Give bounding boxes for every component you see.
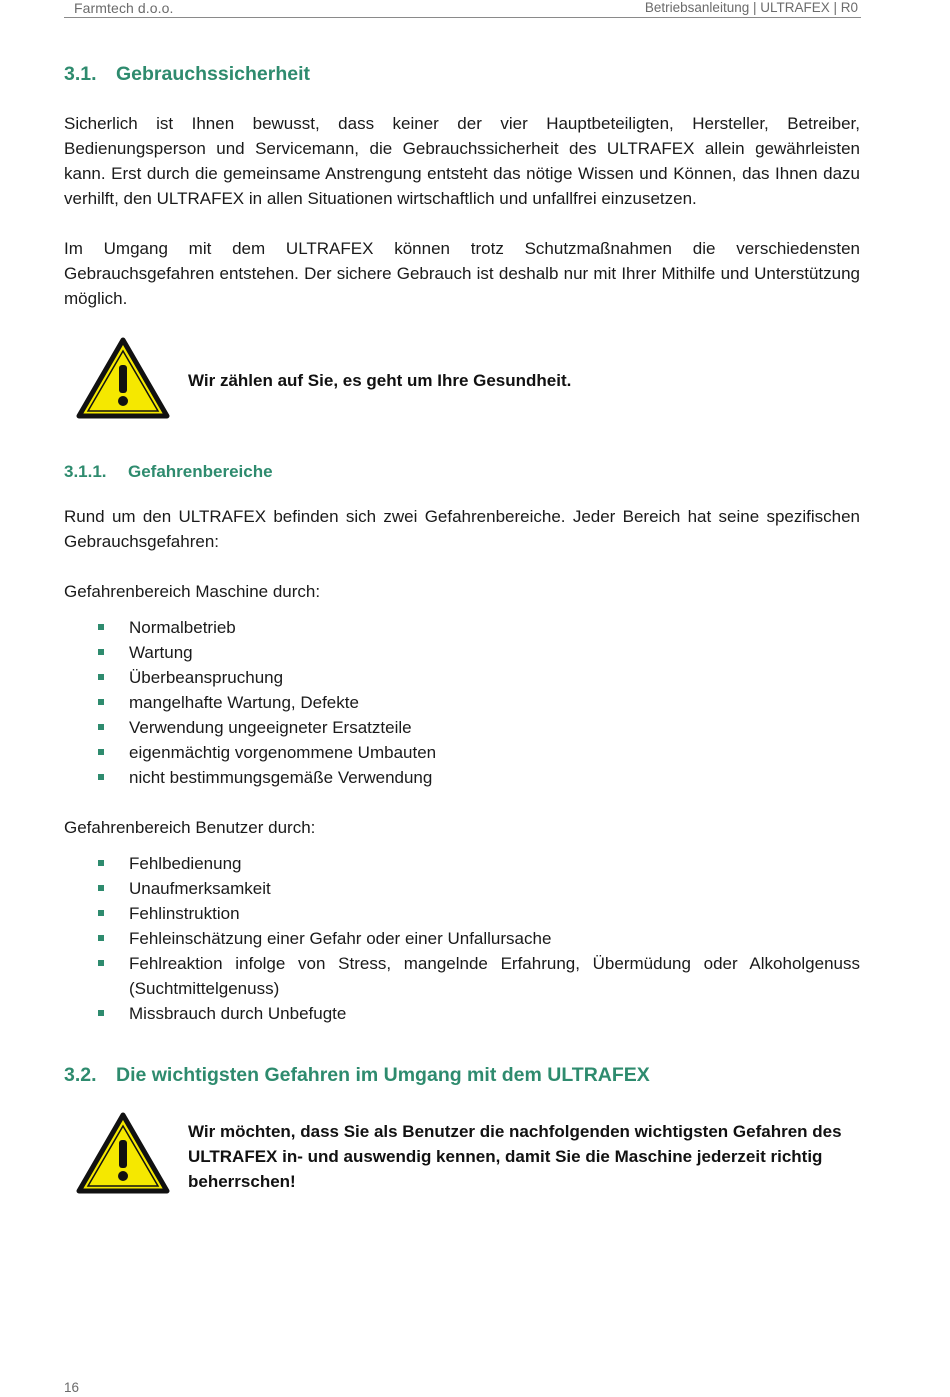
square-bullet-icon [98,749,104,755]
list-item: eigenmächtig vorgenommene Umbauten [64,740,860,765]
page-number: 16 [64,1380,80,1395]
square-bullet-icon [98,1010,104,1016]
section-number: 3.2. [64,1064,97,1086]
paragraph-danger-zones: Rund um den ULTRAFEX befinden sich zwei Gefahrenbereiche. Jeder Bereich hat seine spezifischen Gebrauchsgefahren: [64,507,860,551]
list-item: Normalbetrieb [64,615,860,640]
warning-triangle-icon [76,337,170,419]
paragraph-hazards: Im Umgang mit dem ULTRAFEX können trotz Schutzmaßnahmen die verschiedensten Gebrauchsgefahren entstehen. Der sichere Gebrauch ist deshalb nur mit Ihrer Mithilfe und Unterstützung möglich. [64,239,860,308]
section-heading-3-1 [64,63,310,86]
header-doc-ref: Betriebsanleitung | ULTRAFEX | R0 [644,0,858,15]
user-zone-label: Gefahrenbereich Benutzer durch: [64,818,316,837]
section-title: Die wichtigsten Gefahren im Umgang mit dem ULTRAFEX [116,1064,650,1086]
header-company: Farmtech d.o.o. [74,0,174,16]
list-item: Verwendung ungeeigneter Ersatzteile [64,715,860,740]
warning-triangle-icon [76,1112,170,1194]
list-item: Fehlbedienung [64,851,860,876]
section-heading-3-1-1 [64,462,273,482]
section-number: 3.1.1. [64,462,107,481]
list-item: Fehlreaktion infolge von Stress, mangelnde Erfahrung, Übermüdung oder Alkoholgenuss (Suchtmittelgenuss) [64,951,860,1001]
square-bullet-icon [98,885,104,891]
machine-hazard-list [64,615,860,790]
header-divider [64,17,861,18]
list-item: Wartung [64,640,860,665]
machine-zone-label: Gefahrenbereich Maschine durch: [64,582,321,601]
paragraph-safety-intro: Sicherlich ist Ihnen bewusst, dass keiner der vier Hauptbeteiligten, Hersteller, Betreiber, Bedienungsperson und Servicemann, die Gebrauchssicherheit des ULTRAFEX allein gewährleisten kann. Erst durch die gemeinsame Anstrengung entsteht das nötige Wissen und Können, das Ihnen dazu verhilft, den ULTRAFEX in allen Situationen wirtschaftlich und unfallfrei einzusetzen. [64,114,860,208]
square-bullet-icon [98,674,104,680]
square-bullet-icon [98,960,104,966]
section-title: Gefahrenbereiche [128,462,273,481]
square-bullet-icon [98,935,104,941]
square-bullet-icon [98,724,104,730]
section-number: 3.1. [64,63,97,85]
warning-text-health: Wir zählen auf Sie, es geht um Ihre Gesundheit. [188,371,572,390]
square-bullet-icon [98,860,104,866]
square-bullet-icon [98,699,104,705]
list-item: mangelhafte Wartung, Defekte [64,690,860,715]
square-bullet-icon [98,774,104,780]
section-heading-3-2 [64,1064,650,1087]
user-hazard-list [64,851,860,1026]
list-item: Fehlinstruktion [64,901,860,926]
list-item: nicht bestimmungsgemäße Verwendung [64,765,860,790]
list-item: Unaufmerksamkeit [64,876,860,901]
square-bullet-icon [98,649,104,655]
square-bullet-icon [98,624,104,630]
list-item: Überbeanspruchung [64,665,860,690]
list-item: Missbrauch durch Unbefugte [64,1001,860,1026]
section-title: Gebrauchssicherheit [116,63,310,85]
list-item: Fehleinschätzung einer Gefahr oder einer Unfallursache [64,926,860,951]
warning-text-key-hazards: Wir möchten, dass Sie als Benutzer die nachfolgenden wichtigsten Gefahren des ULTRAFEX in- und auswendig kennen, damit Sie die Maschine jederzeit richtig beherrschen! [188,1122,842,1191]
square-bullet-icon [98,910,104,916]
